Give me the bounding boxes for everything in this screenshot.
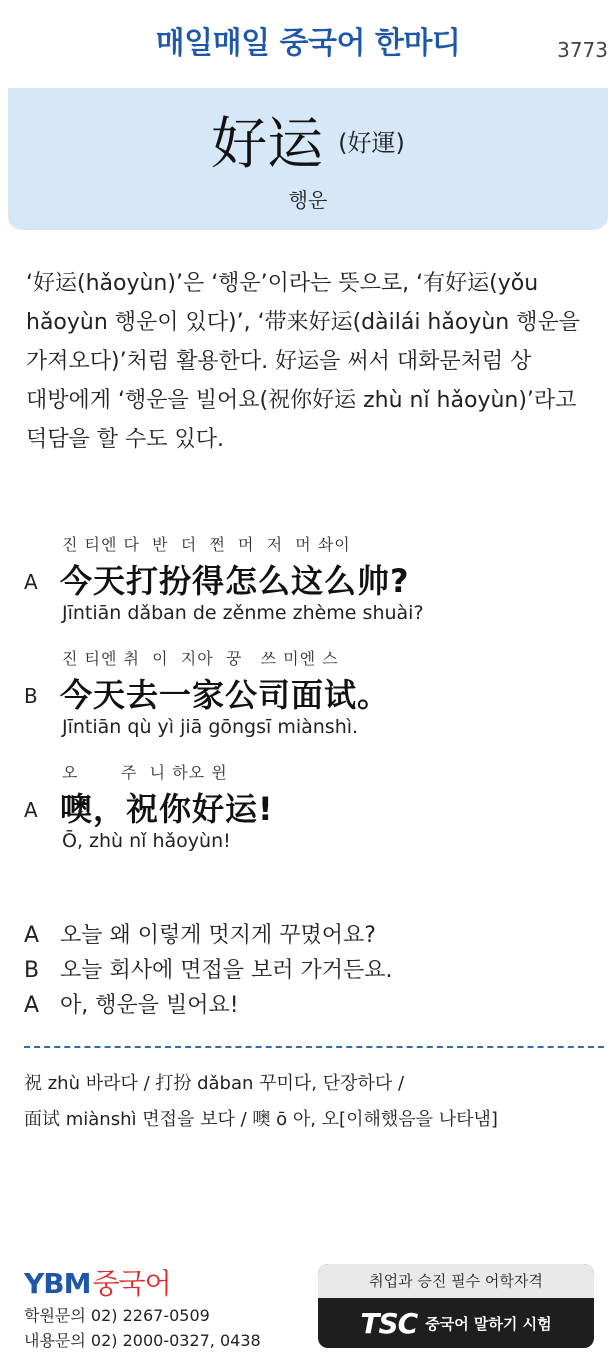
chinese-sentence: 今天去一家公司面试。 <box>60 676 391 714</box>
title-korean: 행운 <box>288 188 328 212</box>
translation-text: 아, 행운을 빌어요! <box>60 993 239 1018</box>
speaker-label: A <box>24 923 40 948</box>
pronunciation-guide: 오 주 니 하오 윈 <box>62 763 228 782</box>
dashed-divider <box>24 1046 604 1048</box>
translation-text: 오늘 왜 이렇게 멋지게 꾸몄어요? <box>60 923 376 948</box>
ybm-logo-text: YBM <box>24 1267 91 1300</box>
contact-academy: 학원문의 02) 2267-0509 <box>24 1306 210 1325</box>
ybm-logo <box>24 1262 261 1302</box>
chinese-sentence: 今天打扮得怎么这么帅? <box>60 562 410 600</box>
title-traditional: (好運) <box>338 128 405 157</box>
chinese-sentence: 噢，祝你好运! <box>60 790 274 828</box>
speaker-label: A <box>24 570 38 594</box>
header <box>0 0 616 88</box>
speaker-label: B <box>24 684 38 708</box>
explanation-line: hǎoyùn 행운이 있다)’, ‘带来好运(dàilái hǎoyùn 행운을 <box>26 310 580 335</box>
series-title: 매일매일 중국어 한마디 <box>155 26 461 61</box>
translation-row <box>24 953 604 988</box>
speaker-label: B <box>24 958 40 983</box>
title-row <box>8 100 608 180</box>
speaker-label: A <box>24 798 38 822</box>
explanation-paragraph <box>26 264 602 459</box>
title-chinese: 好运 <box>211 112 324 177</box>
tsc-ad-banner[interactable] <box>318 1264 594 1348</box>
title-box <box>8 88 608 230</box>
pronunciation-guide: 진 티엔 취 이 지아 꿍 쓰 미엔 스 <box>62 649 339 668</box>
ad-tagline: 취업과 승진 필수 어학자격 <box>318 1264 594 1298</box>
dialogue-line-1 <box>24 532 604 632</box>
explanation-line: 덕담을 할 수도 있다. <box>26 427 224 452</box>
explanation-line: 가져오다)’처럼 활용한다. 好运을 써서 대화문처럼 상 <box>26 349 532 374</box>
pinyin: Ō, zhù nǐ hǎoyùn! <box>62 830 231 852</box>
pinyin: Jīntiān dǎban de zěnme zhème shuài? <box>62 602 424 624</box>
contact-content: 내용문의 02) 2000-0327, 0438 <box>24 1331 261 1350</box>
issue-number: 3773 <box>557 38 608 62</box>
translation-text: 오늘 회사에 면접을 보러 가거든요. <box>60 958 393 983</box>
explanation-line: 대방에게 ‘행운을 빌어요(祝你好运 zhù nǐ hǎoyùn)’라고 <box>26 388 577 413</box>
ybm-logo-chinese: 중국어 <box>92 1267 171 1300</box>
translation-block <box>24 918 604 1023</box>
explanation-line: ‘好运(hǎoyùn)’은 ‘행운’이라는 뜻으로, ‘有好运(yǒu <box>26 271 539 296</box>
footer-brand <box>24 1262 261 1352</box>
speaker-label: A <box>24 993 40 1018</box>
translation-row <box>24 918 604 953</box>
translation-row <box>24 988 604 1023</box>
tsc-logo: TSC <box>360 1306 418 1340</box>
vocabulary-line: 祝 zhù 바라다 / 打扮 dǎban 꾸미다, 단장하다 / <box>24 1073 405 1094</box>
dialogue-line-3 <box>24 760 604 860</box>
pinyin: Jīntiān qù yì jiā gōngsī miànshì. <box>62 716 359 738</box>
ad-subtitle: 중국어 말하기 시험 <box>425 1314 552 1333</box>
pronunciation-guide: 진 티엔 다 반 더 쩐 머 저 머 솨이 <box>62 535 351 554</box>
dialogue-line-2 <box>24 646 604 746</box>
vocabulary-block <box>24 1066 604 1138</box>
vocabulary-line: 面试 miànshì 면접을 보다 / 噢 ō 아, 오[이해했음을 나타냄] <box>24 1109 498 1130</box>
ad-brand-row <box>318 1298 594 1348</box>
